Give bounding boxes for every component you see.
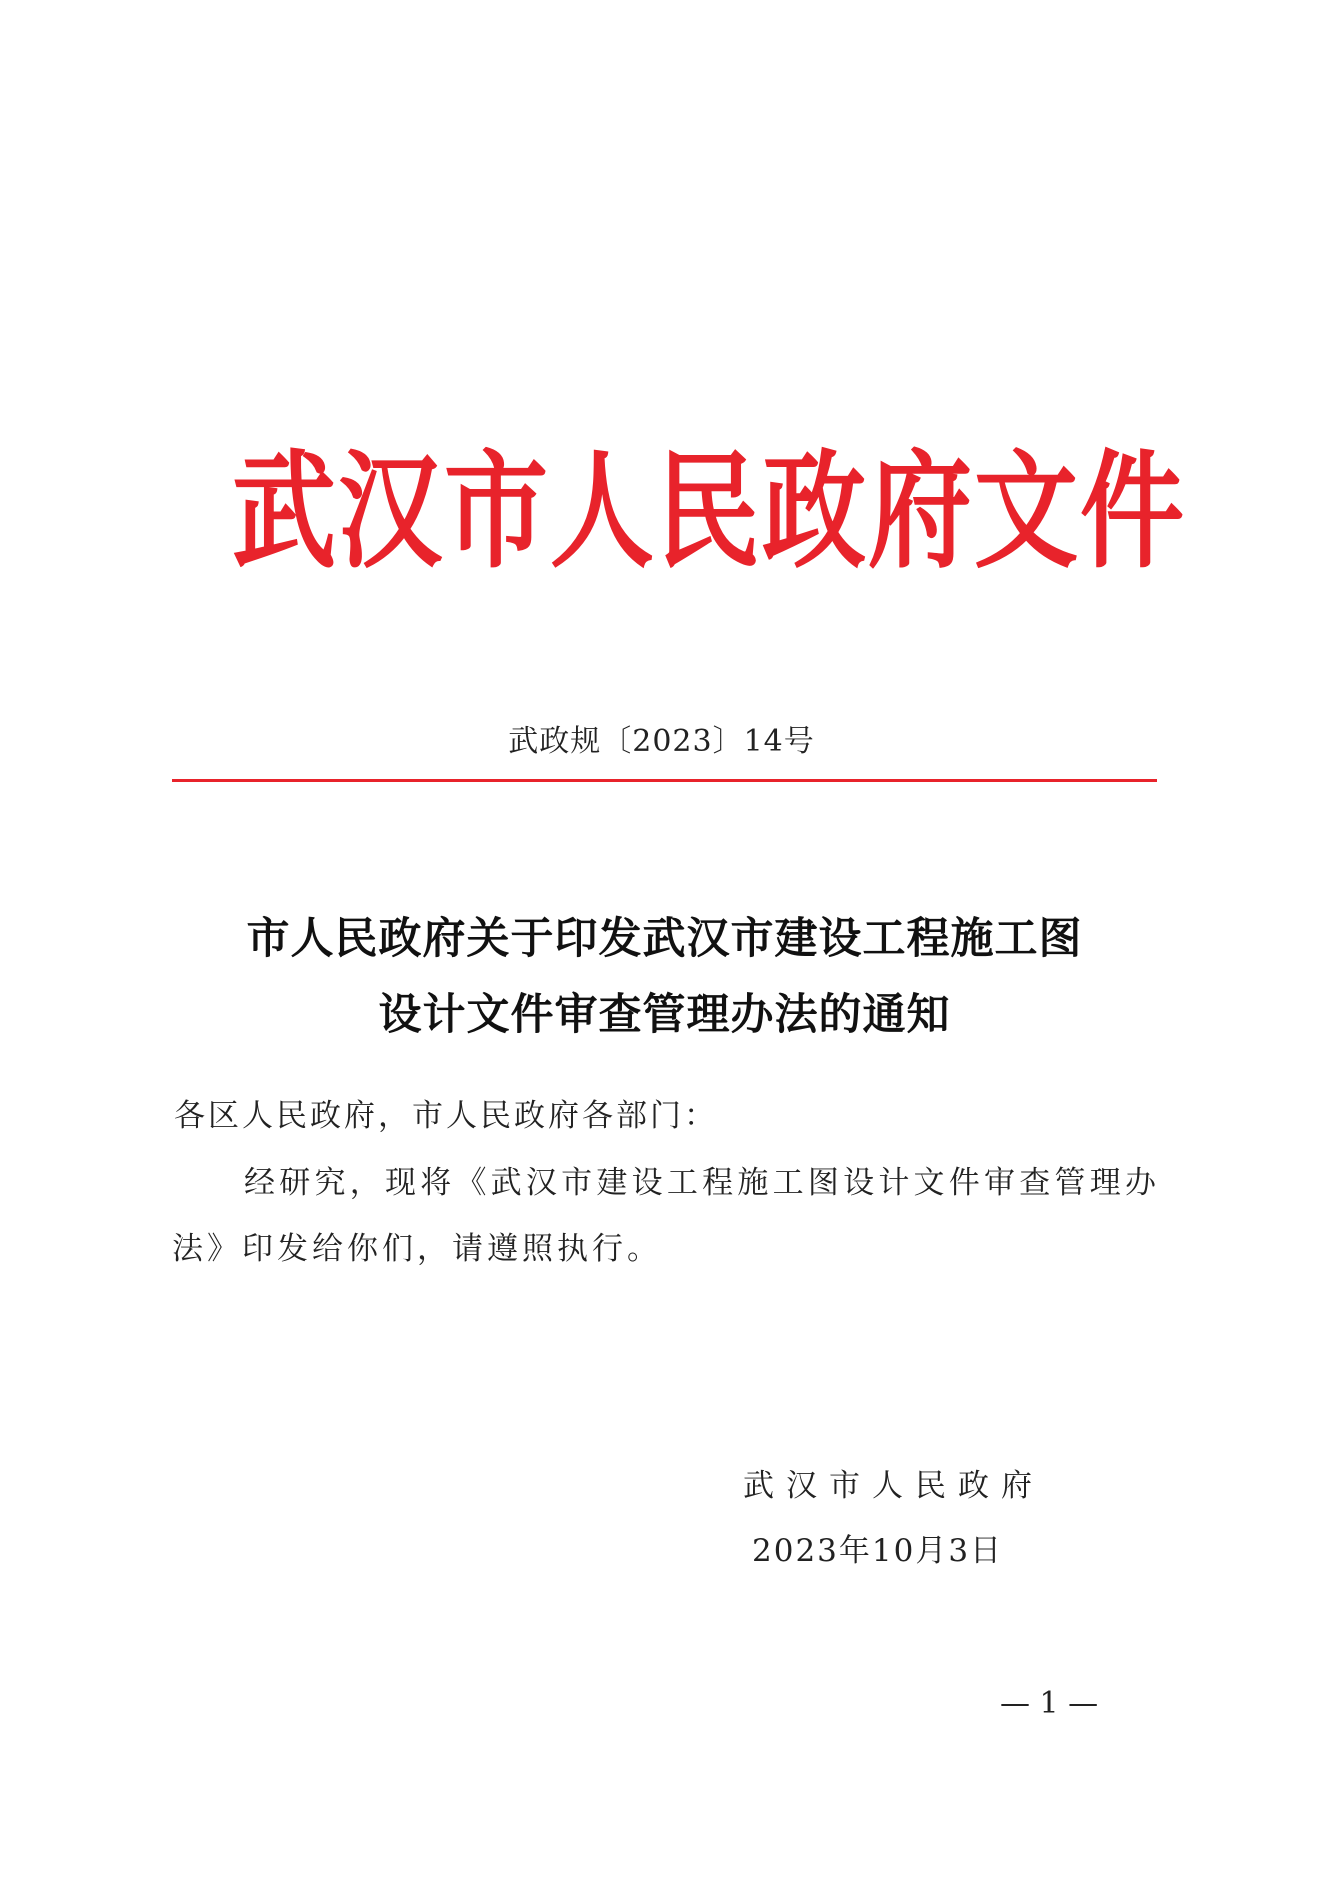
page-number: — 1 — [1000, 1686, 1099, 1721]
body-paragraph: 经研究，现将《武汉市建设工程施工图设计文件审查管理办法》印发给你们，请遵照执行。 [172, 1165, 1160, 1267]
document-title-line-2: 设计文件审查管理办法的通知 [378, 990, 951, 1040]
document-number: 武政规〔2023〕14号 [508, 724, 815, 759]
document-title-line-1: 市人民政府关于印发武汉市建设工程施工图 [246, 914, 1083, 964]
signature-issuer: 武汉市人民政府 [743, 1468, 1044, 1504]
red-divider [172, 779, 1157, 782]
signature-date: 2023年10月3日 [752, 1533, 1004, 1569]
issuer-header-title: 武汉市人民政府文件 [232, 435, 1187, 586]
salutation: 各区人民政府，市人民政府各部门： [174, 1098, 718, 1134]
